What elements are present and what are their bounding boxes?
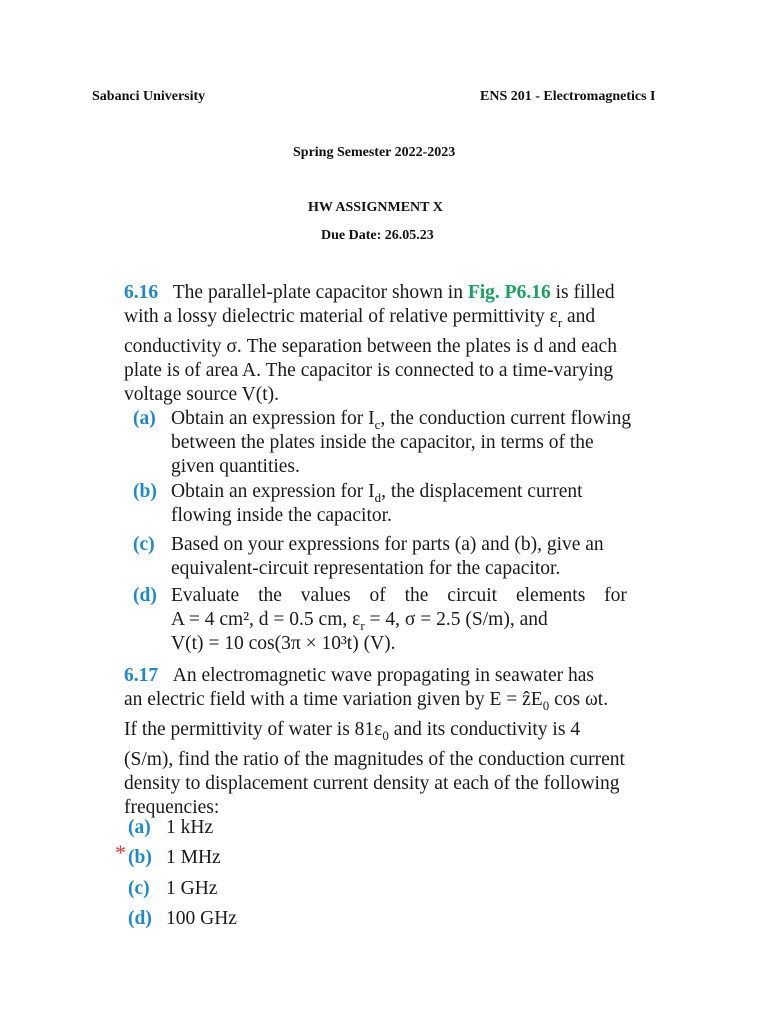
problem-text: with a lossy dielectric material of relative permittivity ε <box>124 306 558 327</box>
problem-6-17-part-d <box>128 907 328 931</box>
part-text: equivalent-circuit representation for the capacitor. <box>171 558 561 579</box>
part-label: (b) <box>133 481 157 502</box>
part-label: (d) <box>128 908 152 929</box>
problem-6-17-part-c <box>128 877 328 901</box>
part-text: V(t) = 10 cos(3π × 10³t) (V). <box>171 633 396 654</box>
part-text: 100 GHz <box>166 908 237 929</box>
problem-number: 6.17 <box>124 665 159 686</box>
due-date: Due Date: 26.05.23 <box>321 228 434 243</box>
part-text: between the plates inside the capacitor, in terms of the <box>171 432 594 453</box>
problem-6-16-line-3: conductivity σ. The separation between the plates is d and each <box>124 335 617 357</box>
asterisk-marker: * <box>115 840 126 865</box>
problem-6-16-line-5: voltage source V(t). <box>124 383 280 405</box>
problem-6-16-part-c <box>133 533 653 581</box>
part-label: (a) <box>133 408 156 429</box>
problem-text: The parallel-plate capacitor shown in <box>172 282 463 303</box>
problem-6-17-part-b <box>128 846 328 870</box>
part-label: (c) <box>128 878 150 899</box>
part-text: given quantities. <box>171 456 300 477</box>
part-text: Evaluate the values of the circuit elements for <box>171 585 627 606</box>
university-name: Sabanci University <box>92 89 206 104</box>
semester: Spring Semester 2022-2023 <box>293 145 456 160</box>
part-text: Obtain an expression for $I_d$, the displacement current <box>171 481 583 505</box>
problem-6-17-line-1 <box>124 664 654 688</box>
problem-6-16-line-1 <box>124 281 654 305</box>
problem-6-17 <box>124 664 654 820</box>
problem-text: An electromagnetic wave propagating in seawater has <box>172 665 594 686</box>
problem-6-17-part-a <box>128 816 328 840</box>
problem-6-16-part-a <box>133 407 653 479</box>
problem-6-16 <box>124 281 654 407</box>
figure-reference-link[interactable]: Fig. P6.16 <box>467 282 551 303</box>
part-label: (b) <box>128 847 152 868</box>
part-text: flowing inside the capacitor. <box>171 505 392 526</box>
part-label: (d) <box>133 585 157 606</box>
part-text: A = 4 cm², d = 0.5 cm, $\varepsilon_r = 4$, σ = 2.5 (S/m), and <box>171 609 548 633</box>
part-text: 1 GHz <box>166 878 218 899</box>
problem-6-16-part-d <box>133 584 653 656</box>
part-text: 1 MHz <box>166 847 221 868</box>
part-label: (c) <box>133 534 155 555</box>
problem-6-17-line-5: density to displacement current density at each of the following <box>124 772 620 794</box>
problem-text: is filled <box>555 282 615 303</box>
part-text: Based on your expressions for parts (a) and (b), give an <box>171 534 604 555</box>
part-label: (a) <box>128 817 151 838</box>
problem-text: and <box>567 306 596 327</box>
problem-6-17-line-2: an electric field with a time variation given by E = ẑE$_0$ cos ωt. <box>124 689 609 713</box>
problem-6-16-part-b <box>133 480 653 528</box>
part-text: Obtain an expression for $I_c$, the conduction current flowing <box>171 408 632 432</box>
problem-6-17-line-4: (S/m), find the ratio of the magnitudes of the conduction current <box>124 748 625 770</box>
assignment-title: HW ASSIGNMENT X <box>308 200 443 215</box>
problem-6-17-line-3: If the permittivity of water is $81\varepsilon_0$ and its conductivity is 4 <box>124 718 581 743</box>
course-title: ENS 201 - Electromagnetics I <box>480 89 656 104</box>
problem-number: 6.16 <box>124 282 159 303</box>
problem-6-16-line-2 <box>124 305 654 335</box>
part-text: 1 kHz <box>166 817 214 838</box>
subscript: r <box>557 314 563 330</box>
problem-6-16-line-4: plate is of area A. The capacitor is connected to a time-varying <box>124 359 614 381</box>
problem-6-17-line-6: frequencies: <box>124 796 220 818</box>
